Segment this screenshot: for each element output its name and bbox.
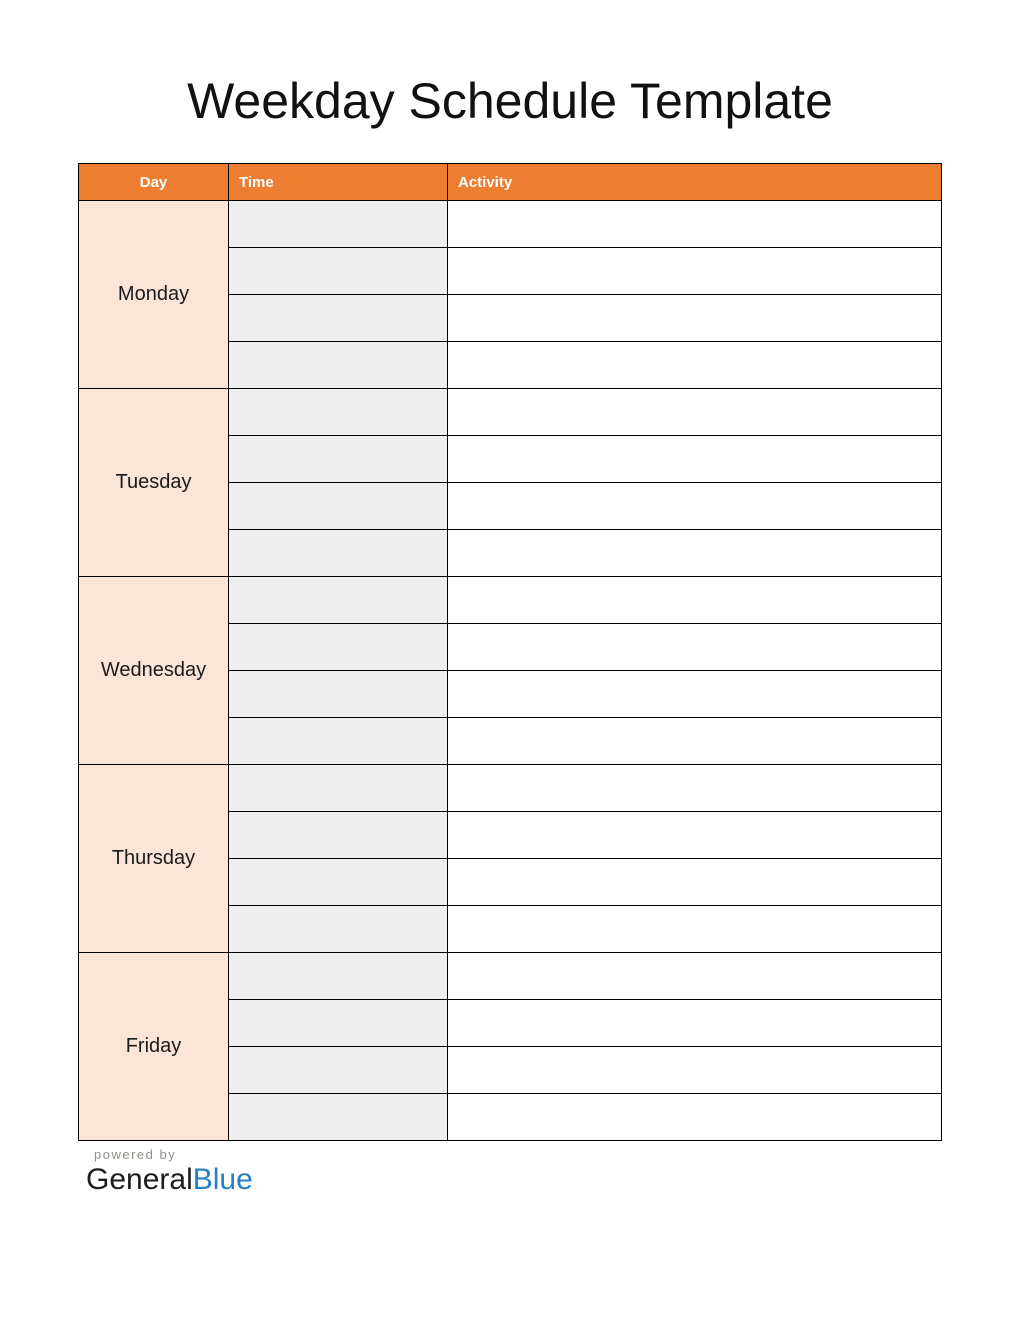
schedule-table — [78, 163, 942, 1141]
activity-cell[interactable] — [448, 906, 942, 953]
schedule-row — [79, 201, 942, 248]
activity-cell[interactable] — [448, 859, 942, 906]
activity-cell[interactable] — [448, 812, 942, 859]
day-cell-monday: Monday — [79, 201, 229, 389]
time-cell[interactable] — [229, 389, 448, 436]
brand-blue-text: Blue — [192, 1163, 253, 1196]
schedule-row — [79, 389, 942, 436]
time-cell[interactable] — [229, 577, 448, 624]
time-cell[interactable] — [229, 483, 448, 530]
powered-by-label: powered by — [94, 1147, 177, 1162]
time-cell[interactable] — [229, 953, 448, 1000]
activity-cell[interactable] — [448, 248, 942, 295]
schedule-row — [79, 577, 942, 624]
activity-cell[interactable] — [448, 1094, 942, 1141]
activity-cell[interactable] — [448, 953, 942, 1000]
time-cell[interactable] — [229, 812, 448, 859]
brand-general-text: General — [86, 1163, 193, 1196]
day-cell-thursday: Thursday — [79, 765, 229, 953]
day-cell-tuesday: Tuesday — [79, 389, 229, 577]
schedule-body — [79, 201, 942, 1141]
header-time: Time — [229, 164, 448, 201]
time-cell[interactable] — [229, 765, 448, 812]
schedule-row — [79, 953, 942, 1000]
activity-cell[interactable] — [448, 530, 942, 577]
activity-cell[interactable] — [448, 577, 942, 624]
schedule-row — [79, 765, 942, 812]
header-row — [79, 164, 942, 201]
activity-cell[interactable] — [448, 389, 942, 436]
generalblue-logo[interactable] — [86, 1163, 253, 1196]
activity-cell[interactable] — [448, 1000, 942, 1047]
time-cell[interactable] — [229, 859, 448, 906]
day-cell-wednesday: Wednesday — [79, 577, 229, 765]
time-cell[interactable] — [229, 718, 448, 765]
time-cell[interactable] — [229, 906, 448, 953]
time-cell[interactable] — [229, 201, 448, 248]
time-cell[interactable] — [229, 295, 448, 342]
activity-cell[interactable] — [448, 765, 942, 812]
time-cell[interactable] — [229, 436, 448, 483]
time-cell[interactable] — [229, 530, 448, 577]
page-title: Weekday Schedule Template — [187, 73, 833, 129]
time-cell[interactable] — [229, 624, 448, 671]
time-cell[interactable] — [229, 1047, 448, 1094]
time-cell[interactable] — [229, 671, 448, 718]
activity-cell[interactable] — [448, 295, 942, 342]
activity-cell[interactable] — [448, 718, 942, 765]
activity-cell[interactable] — [448, 1047, 942, 1094]
activity-cell[interactable] — [448, 201, 942, 248]
time-cell[interactable] — [229, 1000, 448, 1047]
footer — [86, 1147, 253, 1196]
time-cell[interactable] — [229, 342, 448, 389]
day-cell-friday: Friday — [79, 953, 229, 1141]
header-activity: Activity — [448, 164, 942, 201]
header-day: Day — [79, 164, 229, 201]
activity-cell[interactable] — [448, 671, 942, 718]
activity-cell[interactable] — [448, 624, 942, 671]
activity-cell[interactable] — [448, 342, 942, 389]
time-cell[interactable] — [229, 248, 448, 295]
activity-cell[interactable] — [448, 436, 942, 483]
activity-cell[interactable] — [448, 483, 942, 530]
time-cell[interactable] — [229, 1094, 448, 1141]
